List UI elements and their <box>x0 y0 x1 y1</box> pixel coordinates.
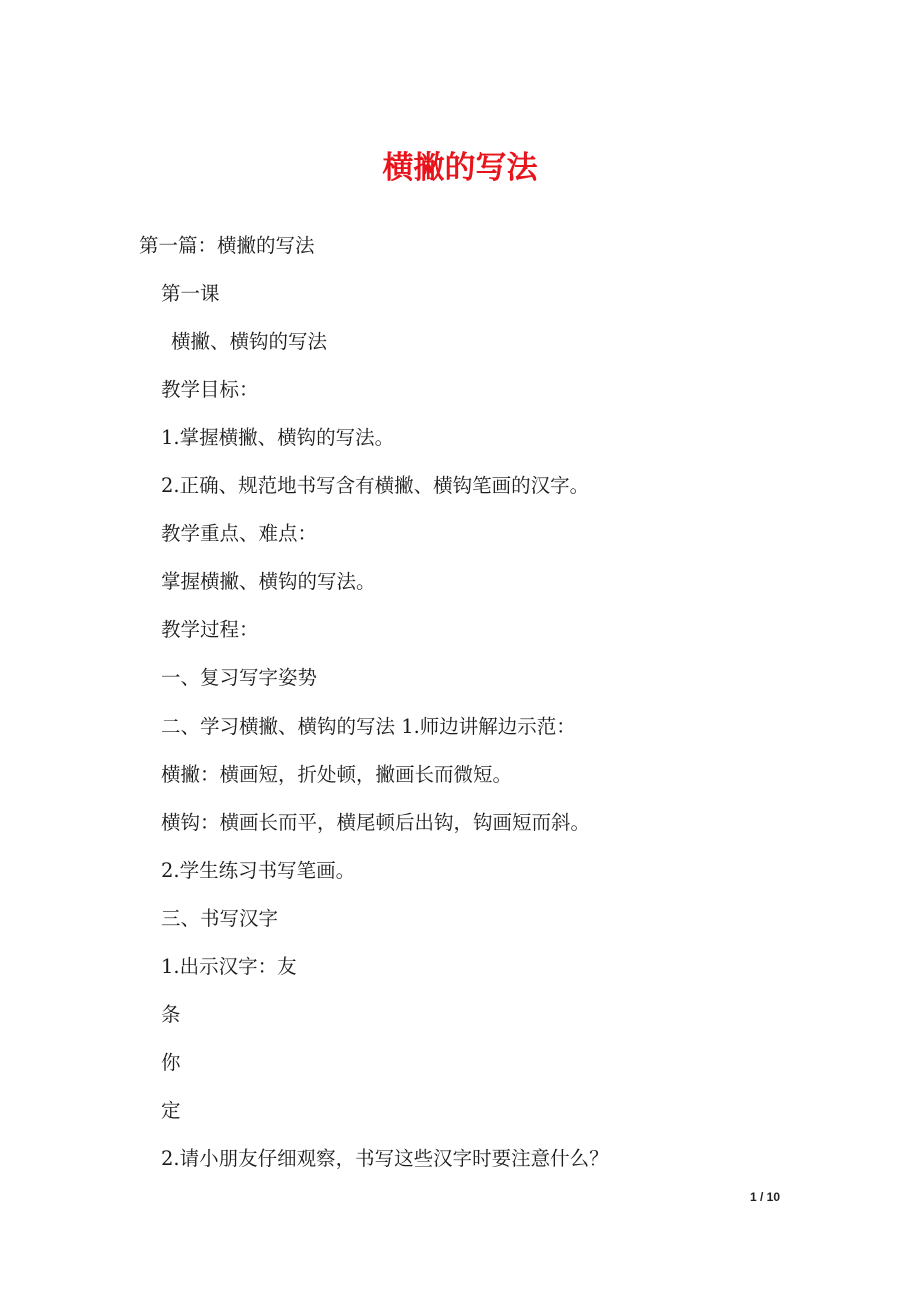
process-heading: 教学过程： <box>161 618 259 641</box>
objective-item-2: 2.正确、规范地书写含有横撇、横钩笔画的汉字。 <box>161 474 590 497</box>
character-item: 条 <box>161 1003 181 1026</box>
lesson-topic: 横撇、横钩的写法 <box>171 330 328 353</box>
practice-instruction: 2.学生练习书写笔画。 <box>161 859 356 882</box>
section-heading: 第一篇：横撇的写法 <box>139 234 315 257</box>
character-item: 定 <box>161 1099 181 1122</box>
process-step-2: 二、学习横撇、横钩的写法 1.师边讲解边示范： <box>161 715 576 738</box>
process-step-1: 一、复习写字姿势 <box>161 666 318 689</box>
document-title: 横撇的写法 <box>382 150 538 186</box>
key-points-heading: 教学重点、难点： <box>161 522 318 545</box>
observation-question: 2.请小朋友仔细观察，书写这些汉字时要注意什么？ <box>161 1147 609 1170</box>
key-points-text: 掌握横撇、横钩的写法。 <box>161 570 376 593</box>
stroke-description-henggou: 横钩：横画长而平，横尾顿后出钩，钩画短而斜。 <box>161 811 591 834</box>
lesson-label: 第一课 <box>161 282 220 305</box>
objectives-heading: 教学目标： <box>161 378 259 401</box>
character-list-intro: 1.出示汉字：友 <box>161 955 297 978</box>
page-number: 1 / 10 <box>749 1190 780 1204</box>
objective-item-1: 1.掌握横撇、横钩的写法。 <box>161 426 395 449</box>
character-item: 你 <box>161 1051 181 1074</box>
process-step-3: 三、书写汉字 <box>161 907 279 930</box>
stroke-description-hengpie: 横撇：横画短，折处顿，撇画长而微短。 <box>161 763 513 786</box>
